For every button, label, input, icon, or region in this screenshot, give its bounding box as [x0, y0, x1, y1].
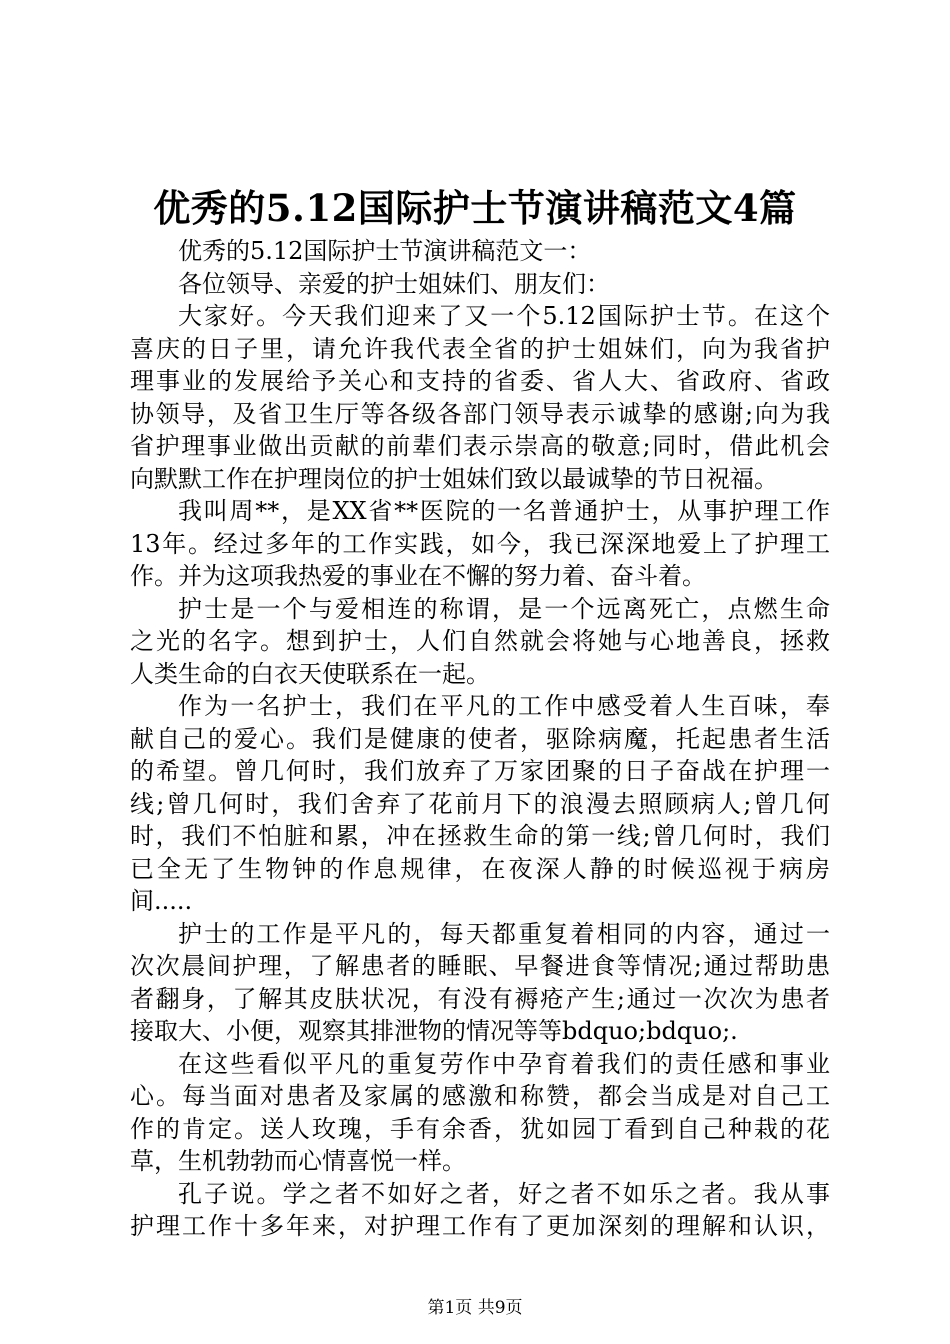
text-line: 者翻身，了解其皮肤状况，有没有褥疮产生;通过一次次为患者: [130, 984, 830, 1013]
text-line: 省护理事业做出贡献的前辈们表示崇高的敬意;同时，借此机会: [130, 432, 830, 460]
text-line: 作。并为这项我热爱的事业在不懈的努力着、奋斗着。: [130, 562, 706, 590]
text-line: 次次晨间护理，了解患者的睡眠、早餐进食等情况;通过帮助患: [130, 952, 830, 980]
text-line: 线;曾几何时，我们舍弃了花前月下的浪漫去照顾病人;曾几何: [130, 789, 830, 818]
text-line: 草，生机勃勃而心情喜悦一样。: [130, 1147, 466, 1175]
text-line: 协领导，及省卫生厅等各级各部门领导表示诚挚的感谢;向为我: [130, 399, 830, 428]
text-line: 理事业的发展给予关心和支持的省委、省人大、省政府、省政: [130, 367, 830, 395]
text-line: 间.....: [130, 887, 193, 915]
page-footer: 第1页 共9页: [427, 1298, 523, 1318]
text-line: 时，我们不怕脏和累，冲在拯救生命的第一线;曾几何时，我们: [130, 822, 830, 850]
text-line: 优秀的5.12国际护士节演讲稿范文一：: [178, 237, 592, 265]
text-line: 大家好。今天我们迎来了又一个5.12国际护士节。在这个: [178, 302, 830, 330]
text-line: 护士的工作是平凡的，每天都重复着相同的内容，通过一: [178, 919, 830, 948]
text-line: 护理工作十多年来，对护理工作有了更加深刻的理解和认识，: [130, 1212, 830, 1240]
text-line: 接取大、小便，观察其排泄物的情况等等bdquo;bdquo;.: [130, 1017, 738, 1045]
text-line: 各位领导、亲爱的护士姐妹们、朋友们：: [178, 269, 610, 298]
text-line: 作为一名护士，我们在平凡的工作中感受着人生百味，奉: [178, 692, 830, 720]
text-line: 献自己的爱心。我们是健康的使者，驱除病魔，托起患者生活: [130, 724, 830, 753]
document-body: [130, 235, 830, 1243]
text-line: 我叫周**，是XX省**医院的一名普通护士，从事护理工作: [178, 497, 830, 525]
text-line: 人类生命的白衣天使联系在一起。: [130, 659, 490, 688]
text-line: 孔子说。学之者不如好之者，好之者不如乐之者。我从事: [178, 1179, 830, 1208]
text-line: 在这些看似平凡的重复劳作中孕育着我们的责任感和事业: [178, 1049, 830, 1078]
text-line: 护士是一个与爱相连的称谓，是一个远离死亡，点燃生命: [178, 594, 830, 623]
text-line: 的希望。曾几何时，我们放弃了万家团聚的日子奋战在护理一: [130, 757, 830, 785]
text-line: 之光的名字。想到护士，人们自然就会将她与心地善良，拯救: [130, 627, 830, 655]
text-line: 向默默工作在护理岗位的护士姐妹们致以最诚挚的节日祝福。: [130, 464, 778, 493]
text-line: 作的肯定。送人玫瑰，手有余香，犹如园丁看到自己种栽的花: [130, 1114, 830, 1143]
text-line: 心。每当面对患者及家属的感激和称赞，都会当成是对自己工: [130, 1082, 830, 1110]
text-line: 喜庆的日子里，请允许我代表全省的护士姐妹们，向为我省护: [130, 334, 830, 363]
text-line: 已全无了生物钟的作息规律，在夜深人静的时候巡视于病房: [130, 854, 830, 883]
document-title: 优秀的5.12国际护士节演讲稿范文4篇: [153, 186, 797, 230]
text-line: 13年。经过多年的工作实践，如今，我已深深地爱上了护理工: [130, 529, 830, 558]
